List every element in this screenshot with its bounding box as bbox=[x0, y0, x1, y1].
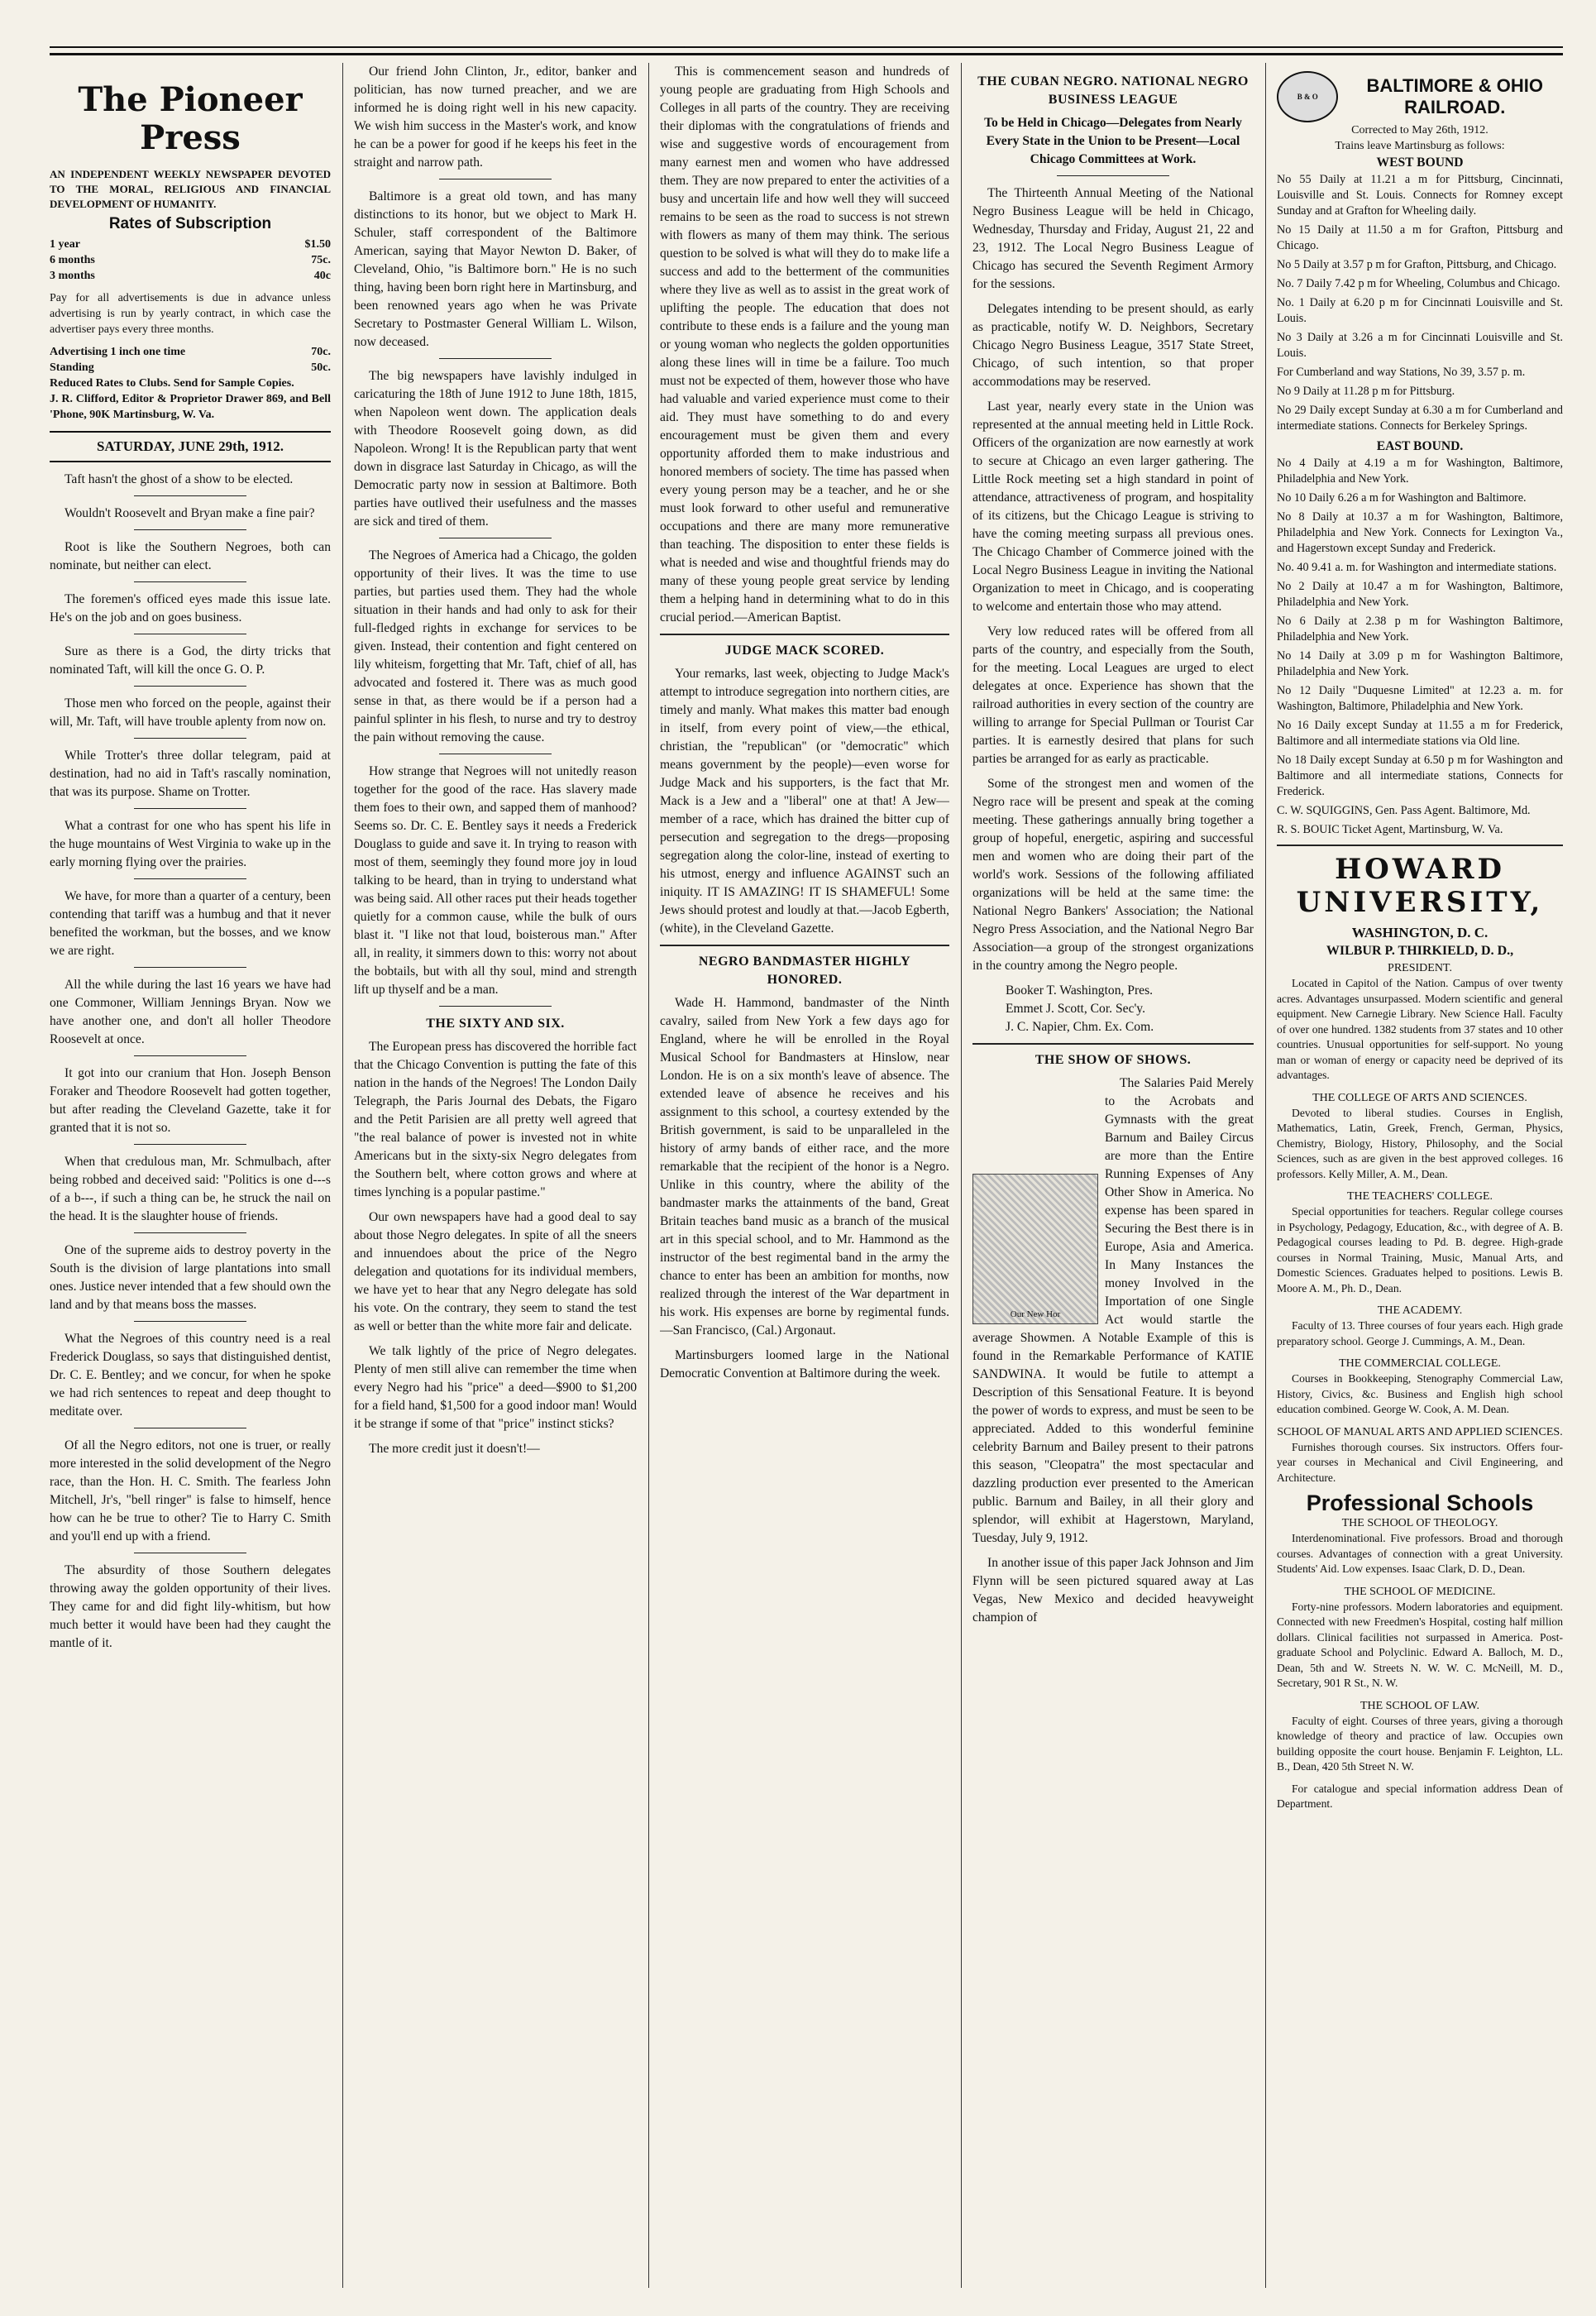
train-entry: No 9 Daily at 11.28 p m for Pittsburg. bbox=[1277, 385, 1455, 398]
editorial-item: Those men who forced on the people, against their will, Mr. Taft, will have trouble aplenty from now on. bbox=[50, 696, 331, 729]
commencement-article bbox=[660, 63, 949, 627]
paragraph: The Thirteenth Annual Meeting of the National Negro Business League will be held in Chicago, Wednesday, Thursday and Friday, August 21, 22 and 23, 1912. The Local Negro Business League of Chicago has secured the Seventh Regiment Armory for the sessions. bbox=[972, 186, 1254, 291]
editorial-item: When that credulous man, Mr. Schmulbach, after being robbed and deceived said: "Politics is one d---s of a b---, if such a thing can be, he struck the nail on the head. It is the slaughter house of friends. bbox=[50, 1155, 331, 1223]
ad-rate-price: 50c. bbox=[311, 361, 331, 374]
issue-date: SATURDAY, JUNE 29th, 1912. bbox=[50, 431, 331, 462]
ad-rate-row bbox=[50, 360, 331, 376]
university-president-title: PRESIDENT. bbox=[1388, 962, 1452, 974]
business-league-subhead: To be Held in Chicago—Delegates from Nearly Every State in the Union to be Present—Local Chicago Committees at Work. bbox=[984, 116, 1242, 166]
train-entry: No 10 Daily 6.26 a m for Washington and Baltimore. bbox=[1277, 491, 1527, 505]
paragraph: The Negroes of America had a Chicago, the golden opportunity of their lives. It was the time to use parties, but parties used them. They had the whole situation in their hands and had only to ask for their full-fledged rights in exchange for services to be given. Instead, their contention and fight centered on lily whiteism, forgetting that Mr. Taft, chief of all, has advocated and fostered it. There was as much good sense in that, as there would be if a person had a painful splinter in his flesh, to nurse and try to destroy the pain without removing the cause. bbox=[354, 548, 637, 744]
editorial-item: Taft hasn't the ghost of a show to be elected. bbox=[65, 472, 294, 486]
editorial-item: Sure as there is a God, the dirty tricks that nominated Taft, will kill the once G. O. P. bbox=[50, 644, 331, 677]
school-text: Faculty of 13. Three courses of four years each. High grade preparatory school. George J. Cummings, A. M., Dean. bbox=[1277, 1319, 1563, 1347]
train-entry: No. 7 Daily 7.42 p m for Wheeling, Columbus and Chicago. bbox=[1277, 277, 1560, 290]
editorial-item: Wouldn't Roosevelt and Bryan make a fine pair? bbox=[65, 506, 315, 520]
column-3 bbox=[660, 63, 949, 2296]
schedule-corrected: Corrected to May 26th, 1912. bbox=[1351, 124, 1488, 136]
rates-title: Rates of Subscription bbox=[108, 215, 272, 232]
officer: R. S. BOUIC Ticket Agent, Martinsburg, W. Va. bbox=[1277, 823, 1503, 836]
train-entry: No. 40 9.41 a. m. for Washington and intermediate stations. bbox=[1277, 561, 1557, 574]
rates-list bbox=[50, 237, 331, 284]
train-entry: No 18 Daily except Sunday at 6.50 p m for Washington and Baltimore and all intermediate stations, Connects for Frederick. bbox=[1277, 754, 1563, 798]
ad-rate-row bbox=[50, 344, 331, 360]
rate-term: 6 months bbox=[50, 254, 95, 266]
paragraph: How strange that Negroes will not unitedly reason together for the good of the race. Has slavery made them foes to their own, and sapped them of manhood? Seems so. Dr. C. E. Bentley says it needs a Frederick Douglass to guide and save it. In trying to reason with most of them, seemingly they found more joy in loud talking to be heard, than in trying to understand what was being said. All other races put their heads together quietly for a common cause, while the bulk of ours blast it. "I like not that loud, boisterous man." After all, in reality, it simmers down to this: worry not about the bobtails, but with all thy soul, mind and strength lift up thyself and be a man. bbox=[354, 764, 637, 997]
circus-illustration bbox=[972, 1174, 1098, 1324]
school-text: Faculty of eight. Courses of three years, giving a thorough knowledge of theory and practice of law. Occupies own building opposite the court house. Benjamin F. Leighton, LL. B., Dean, 420 5th Street N. W. bbox=[1277, 1714, 1563, 1773]
paragraph: Last year, nearly every state in the Union was represented at the annual meeting held in Little Rock. Officers of the organization are now earnestly at work to secure at Chicago an even larger gathering. The Little Rock meeting set a high standard in point of attendance, attractiveness of program, and hospitality of its citizens, but the Chicago League is striving to have the coming meeting surpass all previous ones. The Chicago Chamber of Commerce joined with the Local Negro Business League in inviting the National Organization to meet in Chicago, and is cooperating to welcome and entertain those who may attend. bbox=[972, 400, 1254, 614]
train-entry: No 6 Daily at 2.38 p m for Washington Baltimore, Philadelphia and New York. bbox=[1277, 615, 1563, 644]
train-entry: No 3 Daily at 3.26 a m for Cincinnati Louisville and St. Louis. bbox=[1277, 331, 1563, 360]
newspaper-page bbox=[50, 30, 1563, 2296]
train-entry: For Cumberland and way Stations, No 39, 3.57 p. m. bbox=[1277, 366, 1526, 379]
school-name: THE SCHOOL OF MEDICINE. bbox=[1344, 1585, 1496, 1598]
paragraph: Baltimore is a great old town, and has many distinctions to its honor, but we object to Mark H. Schuler, staff correspondent of the Baltimore American, saying that Mayor Newton D. Baker, of Cleveland, Ohio, "is Baltimore born." He is no such thing, having been born right here in Martinsburg, and been renowned years ago when he was Private Secretary to Postmaster General William L. Wilson, now deceased. bbox=[354, 189, 637, 349]
school-name: THE SCHOOL OF LAW. bbox=[1359, 1699, 1480, 1712]
paragraph: Our own newspapers have had a good deal to say about those Negro delegates. In spite of all the sneers and innuendoes about the price of the Negro delegation and quotations for its individual members, we have yet to hear that any Negro delegate has sold his vote. On the contrary, they seem to stand the test as well or better than the white more fair and delicate. bbox=[354, 1210, 637, 1333]
divider bbox=[134, 1232, 246, 1233]
westbound-list bbox=[1277, 172, 1563, 434]
signers-list bbox=[972, 982, 1254, 1036]
judge-mack-article bbox=[660, 665, 949, 938]
editorial-paragraphs bbox=[354, 63, 637, 1007]
professional-schools-title: Professional Schools bbox=[1306, 1491, 1534, 1515]
train-entry: No 12 Daily "Duquesne Limited" at 12.23 a. m. for Washington, Baltimore, Philadelphia and New York. bbox=[1277, 684, 1563, 713]
university-place: WASHINGTON, D. C. bbox=[1351, 925, 1488, 940]
professional-schools-list bbox=[1277, 1515, 1563, 1775]
railroad-officers bbox=[1277, 803, 1563, 838]
rate-row bbox=[50, 268, 331, 284]
masthead-title: The Pioneer Press bbox=[78, 80, 303, 157]
editorial-item: Root is like the Southern Negroes, both can nominate, but neither can elect. bbox=[50, 540, 331, 572]
train-entry: No 15 Daily at 11.50 a m for Grafton, Pittsburg and Chicago. bbox=[1277, 223, 1563, 252]
judge-mack-heading: JUDGE MACK SCORED. bbox=[724, 644, 885, 658]
divider bbox=[134, 878, 246, 879]
school-text: Special opportunities for teachers. Regular college courses in Psychology, Pedagogy, Education, &c., with degree of A. B. Pedagogical courses leading to Pd. B. degree. High-grade courses in Normal Training, Music, Manual Arts, and Domestic Sciences. Graduates helped to positions. Lewis B. Moore A. M., Ph. D., Dean. bbox=[1277, 1205, 1563, 1294]
divider bbox=[1277, 845, 1563, 846]
train-entry: No 14 Daily at 3.09 p m for Washington Baltimore, Philadelphia and New York. bbox=[1277, 649, 1563, 678]
paragraph: We talk lightly of the price of Negro delegates. Plenty of men still alive can remember the time when every Negro had his "price" a deed—$900 to $1,200 for a field hand, $1,500 for a good indoor man! Would it be strange if some of that "price" instinct sticks? bbox=[354, 1344, 637, 1431]
school-text: Courses in Bookkeeping, Stenography Commercial Law, History, Civics, &c. Business and English high school education combined. George W. Cook, A. M. Dean. bbox=[1277, 1372, 1563, 1415]
sixty-six-heading: THE SIXTY AND SIX. bbox=[426, 1017, 565, 1031]
rate-price: 40c bbox=[313, 270, 331, 282]
school-name: THE COLLEGE OF ARTS AND SCIENCES. bbox=[1312, 1091, 1527, 1104]
train-entry: No. 1 Daily at 6.20 p m for Cincinnati Louisville and St. Louis. bbox=[1277, 296, 1563, 325]
paragraph: The European press has discovered the horrible fact that the Chicago Convention is putting the fate of this nation in the hands of the Negroes! The London Daily Telegraph, the Paris Journal des Debats, the Figaro and the Petit Parisien are all pretty well agreed that "the real balance of power is invested not in white Americans but in the sixty-six Negro delegates from the Southern belt, where cotton grows and where at times lynching is a popular pastime." bbox=[354, 1040, 637, 1199]
university-intro: Located in Capitol of the Nation. Campus of over twenty acres. Advantages unsurpassed. Modern scientific and general equipment. New Carnegie Library. New Science Hall. Faculty of over one hundred. 1382 students from 37 states and 10 other countries. Unusual opportunities for self-support. No young man or woman of energy or capacity need be deprived of its advantages. bbox=[1277, 977, 1563, 1081]
paragraph: In another issue of this paper Jack Johnson and Jim Flynn will be seen pictured squared away at Las Vegas, New Mexico and decided heavyweight champion of bbox=[972, 1556, 1254, 1625]
editorial-item: While Trotter's three dollar telegram, paid at destination, had no aid in Taft's rascally nomination, that was its purpose. Shame on Trotter. bbox=[50, 749, 331, 799]
column-2 bbox=[354, 63, 637, 2296]
paragraph: Your remarks, last week, objecting to Judge Mack's attempt to introduce segregation into northern cities, are timely and manly. What makes this matter bad enough in itself, from every point of view,—the ethical, christian, the "republican" (or "democratic" which means government by the people)—even worse for Judge Mack and his supporters, is the fact that Mr. Mack is a Jew and a "liberal" one at that! A Jew—member of a race, which has drained the bitter cup of persecution and segregation to the dregs—proposing segregation along the color-line, instead of exerting to his utmost, energy and influence AGAINST such an iniquity. IT IS AMAZING! IT IS SHAMEFUL! Some Jews should protest and loudly at that.—Jacob Egberth, (white), in the Cleveland Gazette. bbox=[660, 667, 949, 935]
westbound-heading: WEST BOUND bbox=[1376, 156, 1464, 170]
paragraph: Some of the strongest men and women of the Negro race will be present and speak at the coming meeting. These gatherings annually bring together a group of hopeful, energetic, aspiring and successful men and women who are doing their part of the world's work. Sessions of the following affiliated organizations will be held at the same time: the National Negro Bankers' Association; the National Negro Press Association, and the National Negro Bar Association—a group of the strongest organizations in the country among the Negro people. bbox=[972, 777, 1254, 973]
signer: Emmet J. Scott, Cor. Sec'y. bbox=[1006, 1002, 1145, 1016]
paragraph: Martinsburgers loomed large in the National Democratic Convention at Baltimore during the week. bbox=[660, 1348, 949, 1381]
editorial-item: Of all the Negro editors, not one is truer, or really more interested in the solid development of the Negro race, than the Hon. H. C. Smith. The fearless John Mitchell, Jr's, "bell ringer" is false to himself, hence how can he be true to other? Tie to Harry C. Smith and you'll end up with a friend. bbox=[50, 1438, 331, 1543]
divider bbox=[134, 738, 246, 739]
train-entry: No 55 Daily at 11.21 a m for Pittsburg, Cincinnati, Louisville and St. Louis. Connects for Romney except Sunday and at Grafton for Wheeling daily. bbox=[1277, 173, 1563, 218]
editorial-item: What the Negroes of this country need is a real Frederick Douglass, so says that distinguished dentist, Dr. C. E. Bentley; and we concur, for when he spoke we had rich sentences to repeat and deep thought to meditate over. bbox=[50, 1332, 331, 1419]
rate-price: $1.50 bbox=[304, 238, 331, 251]
school-text: Devoted to liberal studies. Courses in English, Mathematics, Latin, Greek, French, German, Physics, Chemistry, Biology, History, Philosophy, and the Social Sciences, such as are given in the best approved colleges. 16 professors. Kelly Miller, A. M., Dean. bbox=[1277, 1106, 1563, 1180]
editorial-item: We have, for more than a quarter of a century, been contending that tariff was a humbug and that it never benefited the workman, but the bosses, and we know we are right. bbox=[50, 889, 331, 958]
school-text: Forty-nine professors. Modern laboratories and equipment. Connected with new Freedmen's Hospital, costing half million dollars. Clinical facilities not surpassed in America. Post-graduate School and Polyclinic. Edward A. Balloch, M. D., Dean, 5th and W. Streets N. W. W. C. McNeill, M. D., Secretary, 901 R St., N. W. bbox=[1277, 1600, 1563, 1689]
schools-list bbox=[1277, 1090, 1563, 1486]
editorial-item: All the while during the last 16 years we have had one Commoner, William Jennings Bryan. Now we have another one, and don't all holler Theodore Roosevelt at once. bbox=[50, 978, 331, 1046]
paragraph: The more credit just it doesn't!— bbox=[369, 1442, 540, 1456]
rate-row bbox=[50, 252, 331, 268]
divider bbox=[134, 1055, 246, 1056]
editorial-item: One of the supreme aids to destroy poverty in the South is the division of large plantations into small ones. Justice never intended that a few should own the land and by that means boss the masses. bbox=[50, 1243, 331, 1312]
show-of-shows-heading: THE SHOW OF SHOWS. bbox=[1035, 1053, 1192, 1067]
paragraph: Our friend John Clinton, Jr., editor, banker and politician, has now turned preacher, and we are informed he is doing right well in his new capacity. We wish him success in the Master's work, and know he can be a power for good if he keeps his feet in the straight and narrow path. bbox=[354, 65, 637, 170]
train-entry: No 8 Daily at 10.37 a m for Washington, Baltimore, Philadelphia and New York. Connects for Lexington Va., and Hagerstown except Sunday and Frederick. bbox=[1277, 510, 1563, 555]
school-name: SCHOOL OF MANUAL ARTS AND APPLIED SCIENCES. bbox=[1277, 1425, 1563, 1438]
train-entry: No 16 Daily except Sunday at 11.55 a m for Frederick, Baltimore and all intermediate stations via Old line. bbox=[1277, 719, 1563, 748]
school-text: Interdenominational. Five professors. Broad and thorough courses. Advantages of connection with a great University. Students' Aid. Low expenses. Isaac Clark, D. D., Dean. bbox=[1277, 1532, 1563, 1575]
paragraph: Delegates intending to be present should, as early as practicable, notify W. D. Neighbors, Secretary Chicago Negro Business League, 3517 State Street, Chicago, of such intention, so that proper accommodations may be reserved. bbox=[972, 302, 1254, 389]
school-text: Furnishes thorough courses. Six instructors. Offers four-year courses in Mechanical and Civil Engineering, and Architecture. bbox=[1277, 1440, 1563, 1484]
schedule-leave: Trains leave Martinsburg as follows: bbox=[1335, 140, 1505, 152]
eastbound-heading: EAST BOUND. bbox=[1376, 439, 1464, 453]
editorial-item: It got into our cranium that Hon. Joseph Benson Foraker and Theodore Roosevelt had gotten together, but after reading the Cleveland Gazette, take it for granted that it is not so. bbox=[50, 1066, 331, 1135]
divider bbox=[134, 1144, 246, 1145]
ad-notice: Pay for all advertisements is due in advance unless advertising is run by yearly contract, in which case the advertiser pays every three months. bbox=[50, 292, 331, 336]
officer: C. W. SQUIGGINS, Gen. Pass Agent. Baltimore, Md. bbox=[1277, 804, 1531, 817]
railroad-logo-icon: B & O bbox=[1277, 71, 1338, 122]
signer: J. C. Napier, Chm. Ex. Com. bbox=[1006, 1020, 1154, 1034]
divider bbox=[660, 634, 949, 635]
ad-rate-price: 70c. bbox=[311, 346, 331, 358]
rate-term: 1 year bbox=[50, 238, 80, 251]
paragraph: The big newspapers have lavishly indulged in caricaturing the 18th of June 1912 to June 18th, 1815, when Napoleon went down. The application deals with Theodore Roosevelt going down, as did Napoleon. Wrong! It is the Republican party that went down in disgrace last Saturday in Chicago, as will the Democratic party now in session at Baltimore. Both parties have outlived their usefulness and the masses are sick and tired of them. bbox=[354, 369, 637, 529]
editorial-item: What a contrast for one who has spent his life in the huge mountains of West Virginia to wake up in the early morning flying over the prairies. bbox=[50, 819, 331, 869]
eastbound-list bbox=[1277, 456, 1563, 800]
paragraph: Very low reduced rates will be offered from all parts of the country, and especially from the South, for the meeting. Local Leagues are urged to elect delegates at once. Experience has shown that the railroad authorities in every section of the country are willing to arrange for Special Pullman or Tourist Car parties. It is earnestly desired that plans for such parties be arranged for as early as practicable. bbox=[972, 624, 1254, 766]
school-name: THE ACADEMY. bbox=[1377, 1304, 1463, 1317]
closing-note: For catalogue and special information address Dean of Department. bbox=[1277, 1782, 1563, 1810]
train-entry: No 29 Daily except Sunday at 6.30 a m for Cumberland and intermediate stations. Connects for Berkeley Springs. bbox=[1277, 404, 1563, 433]
university-title: HOWARD UNIVERSITY, bbox=[1296, 853, 1544, 919]
ad-rate-item: Advertising 1 inch one time bbox=[50, 346, 186, 358]
columns bbox=[50, 63, 1563, 2296]
masthead-notes: Reduced Rates to Clubs. Send for Sample Copies. bbox=[50, 377, 294, 390]
top-rule bbox=[50, 46, 1563, 55]
editor-info: J. R. Clifford, Editor & Proprietor Drawer 869, and Bell 'Phone, 90K Martinsburg, W. Va. bbox=[50, 393, 331, 421]
rate-row bbox=[50, 237, 331, 252]
school-name: THE TEACHERS' COLLEGE. bbox=[1346, 1190, 1493, 1203]
divider bbox=[134, 495, 246, 496]
divider bbox=[134, 529, 246, 530]
editorial-item: The foremen's officed eyes made this issue late. He's on the job and on goes business. bbox=[50, 592, 331, 624]
divider bbox=[134, 1321, 246, 1322]
show-of-shows-article bbox=[972, 1074, 1254, 1627]
paragraph: Wade H. Hammond, bandmaster of the Ninth cavalry, sailed from New York a few days ago for England, where he will be enrolled in the Royal Musical School for Bandmasters at Hinslow, near London. He is on a six month's leave of absence. The extended leave of absence he receives and his assignment to this school, a courtesy extended by the British government, is said to be unparalleled in the history of army bands of either race, and the more remarkable that the recipient of the honor is a Negro. Unlike in this country, where the ability of the bandmaster marks the attainments of the band, Great Britain teaches band music as a branch of the musical art in this special school, and to Mr. Hammond as the instructor of the best regimental band in the army the chance to enter has been an ambition for months, now realized through the interest of the War department in his work. His expenses are borne by regimental funds.—San Francisco, (Cal.) Argonaut. bbox=[660, 996, 949, 1337]
editorial-item: The absurdity of those Southern delegates throwing away the golden opportunity of their lives. They came for and did fight lily-whitism, but how much better it would have been had they caught the mantle of it. bbox=[50, 1563, 331, 1650]
divider bbox=[439, 358, 552, 359]
editorial-items bbox=[50, 471, 331, 1653]
column-1 bbox=[50, 63, 331, 2296]
train-entry: No 4 Daily at 4.19 a m for Washington, Baltimore, Philadelphia and New York. bbox=[1277, 457, 1563, 486]
paragraph: The Salaries Paid Merely to the Acrobats and Gymnasts with the great Barnum and Bailey Circus are more than the Entire Running Expenses of Any Other Show in America. No expense has been spared in Securing the Best there is in Europe, Asia and America. In Many Instances the money Involved in the Importation of one Single Act would startle the average Showmen. A Notable Example of this is found in the Remarkable Performance of KATIE SANDWINA. It would be futile to attempt a Description of this Sensational Feature. It is beyond the power of words to express, and must be seen to be appreciated. Added to this wonderful feminine celebrity Barnum and Bailey present to their patrons this season, "Cleopatra" the most spectacular and dazzling production ever presented to the American public. Barnum and Bailey, in all their glory and splendor, will exhibit at Hagerstown, Maryland, Tuesday, July 9, 1912. bbox=[972, 1076, 1254, 1545]
bandmaster-heading: NEGRO BANDMASTER HIGHLY HONORED. bbox=[698, 955, 911, 987]
image-caption: Our New Hor bbox=[1010, 1309, 1061, 1319]
column-4 bbox=[972, 63, 1254, 2296]
ad-rate-item: Standing bbox=[50, 361, 94, 374]
column-5 bbox=[1277, 63, 1563, 2296]
school-name: THE SCHOOL OF THEOLOGY. bbox=[1341, 1517, 1498, 1529]
railroad-title: BALTIMORE & OHIO RAILROAD. bbox=[1366, 75, 1543, 117]
divider bbox=[134, 581, 246, 582]
paragraph: This is commencement season and hundreds of young people are graduating from High Schools and Colleges in all parts of the country. They are receiving their diplomas with the congratulations of friends and wise and suggestive words of encouragement from many earnest men and women who have addressed them. They are now prepared to enter the activities of a busy and uncertain life and how well they will succeed remains to be seen as the road to success is not strewn with flowers as many of them may think. The serious question to be solved is what will they do to make life a success and add to the betterment of the communities where they live as well as to assist in the great work of uplifting the people. The education that does not contribute to these ends is a failure and the young man or young woman who neglects the golden opportunities along these lines will in time be a failure. Too much must not be expected of them, however those who have had valuable and varied experience must come to their aid. They must have something to do and every encouragement must be given them and every opportunity afforded them to make industrious and honored members of society. The time has passed when every young person may be a teacher, and he or she must look forward to other useful and remunerative occupations and there are many more remunerative than teaching. The disposition to enter these fields is what is needed and wise and thoughtful friends may do many of these young people great service by lending them a helping hand in determining what to do in this crucial period.—American Baptist. bbox=[660, 65, 949, 624]
ad-rates-list bbox=[50, 344, 331, 376]
business-league-article bbox=[972, 184, 1254, 975]
railroad-header bbox=[1277, 71, 1563, 122]
divider bbox=[972, 1043, 1254, 1045]
train-entry: No 5 Daily at 3.57 p m for Grafton, Pittsburg, and Chicago. bbox=[1277, 258, 1557, 271]
divider bbox=[134, 967, 246, 968]
divider bbox=[660, 945, 949, 946]
signer: Booker T. Washington, Pres. bbox=[1006, 983, 1154, 998]
university-president: WILBUR P. THIRKIELD, D. D., bbox=[1326, 944, 1514, 958]
divider bbox=[439, 1006, 552, 1007]
divider bbox=[1057, 175, 1169, 176]
sixty-six-article bbox=[354, 1038, 637, 1458]
school-name: THE COMMERCIAL COLLEGE. bbox=[1339, 1357, 1501, 1370]
divider bbox=[134, 686, 246, 687]
bandmaster-article bbox=[660, 994, 949, 1383]
divider bbox=[134, 808, 246, 809]
train-entry: No 2 Daily at 10.47 a m for Washington, Baltimore, Philadelphia and New York. bbox=[1277, 580, 1563, 609]
rate-term: 3 months bbox=[50, 270, 95, 282]
masthead-tagline: AN INDEPENDENT WEEKLY NEWSPAPER DEVOTED TO THE MORAL, RELIGIOUS AND FINANCIAL DEVELOPMENT OF HUMANITY. bbox=[50, 168, 331, 210]
business-league-heading: THE CUBAN NEGRO. NATIONAL NEGRO BUSINESS LEAGUE bbox=[977, 74, 1249, 107]
rate-price: 75c. bbox=[311, 254, 331, 266]
